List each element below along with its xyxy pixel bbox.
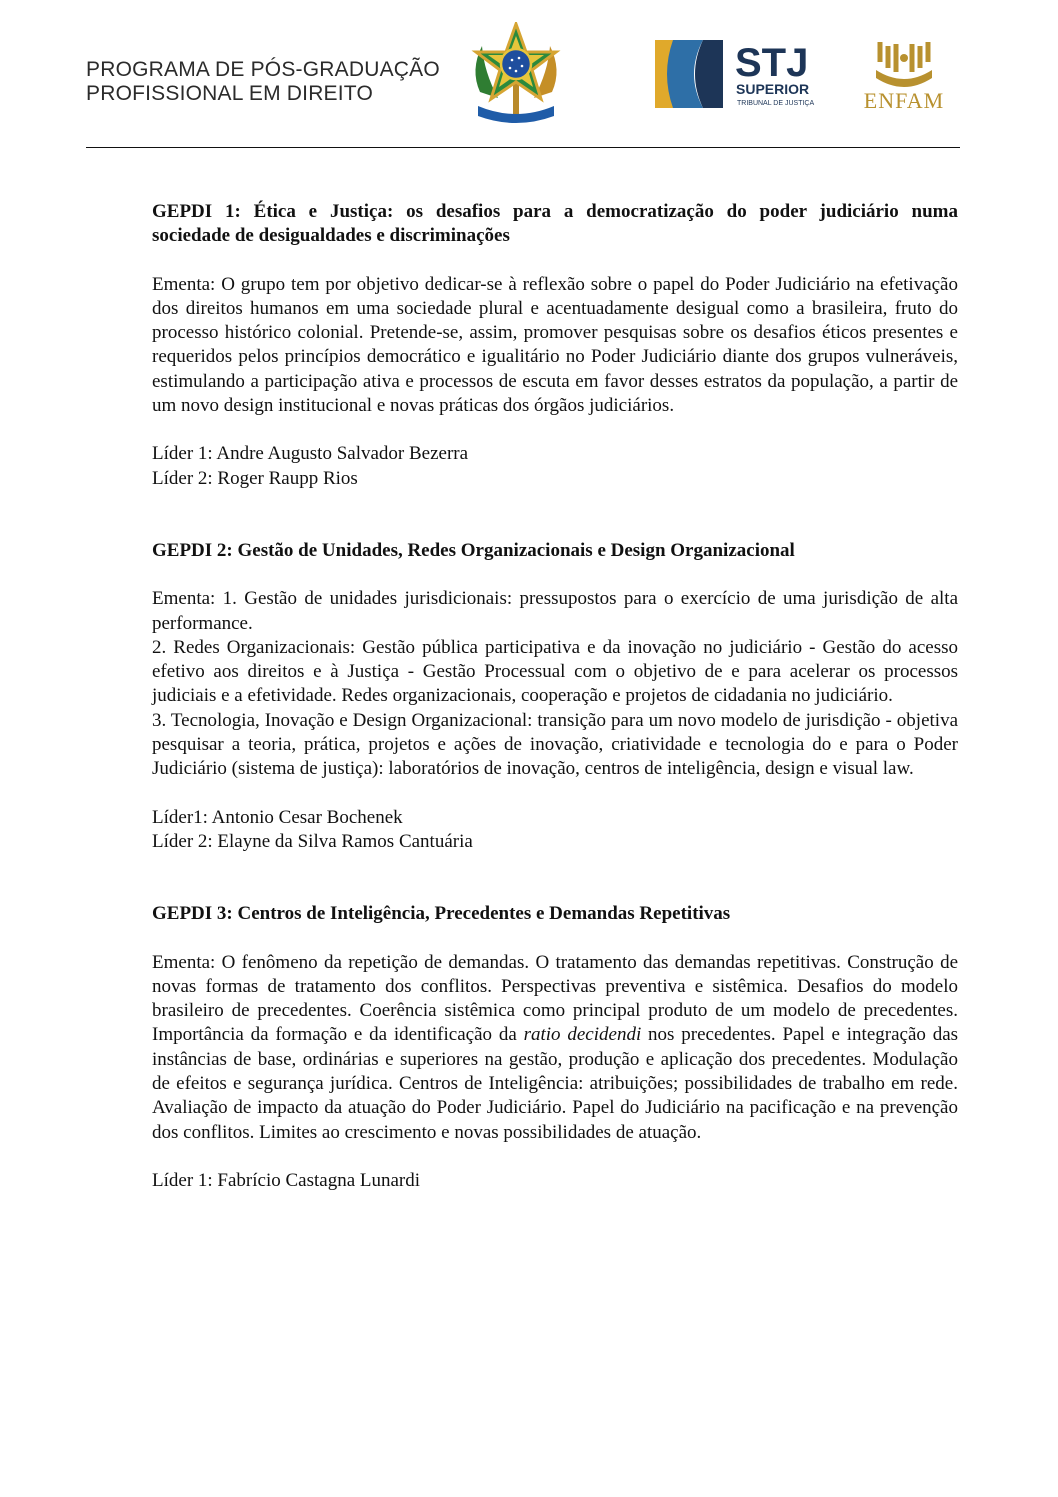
gepdi-3-ementa-before: Ementa: O fenômeno da repetição de demandas. O tratamento das demandas repetitivas. Construção de novas formas de tratamento dos conflitos. Perspectivas preventiva e sistêmica. Desafios do modelo brasileiro de precedentes. Coerência sistêmica como principal produto de um modelo de precedentes. Importância da formação e da identificação da (152, 951, 958, 1046)
gepdi-3-section (152, 902, 958, 1193)
gepdi-3-ementa (152, 951, 958, 1145)
enfam-logo (858, 40, 950, 112)
gepdi-3-ementa-after: nos precedentes. Papel e integração das instâncias de base, ordinárias e superiores na gestão, produção e aplicação dos precedentes. Modulação de efeitos e segurança jurídica. Centros de Inteligência: atribuições; possibilidades de trabalho em rede. Avaliação de impacto da atuação do Poder Judiciário. Papel do Judiciário na pacificação e na prevenção dos conflitos. Limites ao crescimento e novas possibilidades de atuação. (152, 1024, 959, 1143)
gepdi-3-leader-1: Líder 1: Fabrício Castagna Lunardi (152, 1169, 421, 1191)
stj-logo-name: STJ (735, 41, 809, 85)
header-divider (86, 147, 960, 148)
gepdi-2-ementa-1: Ementa: 1. Gestão de unidades jurisdicionais: pressupostos para o exercício de uma jurisdição de alta performance. (152, 588, 958, 634)
program-title-line1: PROGRAMA DE PÓS-GRADUAÇÃO (86, 58, 440, 81)
program-title-line2: PROFISSIONAL EM DIREITO (86, 82, 373, 105)
stj-logo (655, 38, 820, 110)
gepdi-1-ementa: Ementa: O grupo tem por objetivo dedicar-se à reflexão sobre o papel do Poder Judiciário na efetivação dos direitos humanos em uma sociedade plural e acentuadamente desigual como a brasileira, fruto do processo histórico colonial. Pretende-se, assim, promover pesquisas sobre os desafios éticos presentes e requeridos pelos princípios democrático e igualitário no Poder Judiciário diante dos grupos vulneráveis, estimulando a participação ativa e processos de escuta em favor desses estratos da população, a partir de um novo design institucional e novas práticas dos órgãos judiciários. (152, 273, 958, 417)
program-title (86, 58, 440, 106)
gepdi-1-title-line1: GEPDI 1: Ética e Justiça: os desafios para a democratização do poder judiciário numa (152, 201, 958, 222)
enfam-logo-name: ENFAM (863, 88, 945, 112)
brazil-coat-of-arms-icon (462, 22, 570, 128)
gepdi-2-leader-1: Líder1: Antonio Cesar Bochenek (152, 806, 403, 828)
gepdi-2-leader-2: Líder 2: Elayne da Silva Ramos Cantuária (152, 830, 473, 852)
gepdi-1-leader-2: Líder 2: Roger Raupp Rios (152, 467, 358, 489)
gepdi-1-title-line2: sociedade de desigualdades e discriminações (152, 225, 510, 247)
gepdi-2-section (152, 539, 958, 854)
gepdi-2-ementa-3: 3. Tecnologia, Inovação e Design Organizacional: transição para um novo modelo de jurisdição - objetiva pesquisar a teoria, prática, projetos e ações de inovação, criatividade e tecnologia do e para o Poder Judiciário (sistema de justiça): laboratórios de inovação, centros de inteligência, design e visual law. (152, 709, 958, 780)
gepdi-2-ementa-2: 2. Redes Organizacionais: Gestão pública participativa e da inovação no judiciário - Gestão do acesso efetivo aos direitos e à Justiça - Gestão Processual com o objetivo de e para acelerar os processos judiciais e a efetividade. Redes organizacionais, cooperação e projetos de cidadania no judiciário. (152, 636, 958, 707)
gepdi-1-leader-1: Líder 1: Andre Augusto Salvador Bezerra (152, 443, 469, 465)
stj-logo-line2: TRIBUNAL DE JUSTIÇA (737, 100, 815, 107)
gepdi-3-title: GEPDI 3: Centros de Inteligência, Precedentes e Demandas Repetitivas (152, 903, 731, 925)
gepdi-1-section (152, 200, 958, 491)
gepdi-3-ementa-italic: ratio decidendi (523, 1024, 642, 1046)
gepdi-2-title: GEPDI 2: Gestão de Unidades, Redes Organizacionais e Design Organizacional (152, 539, 795, 561)
document-body (152, 200, 958, 1193)
stj-logo-line1: SUPERIOR (736, 81, 810, 97)
